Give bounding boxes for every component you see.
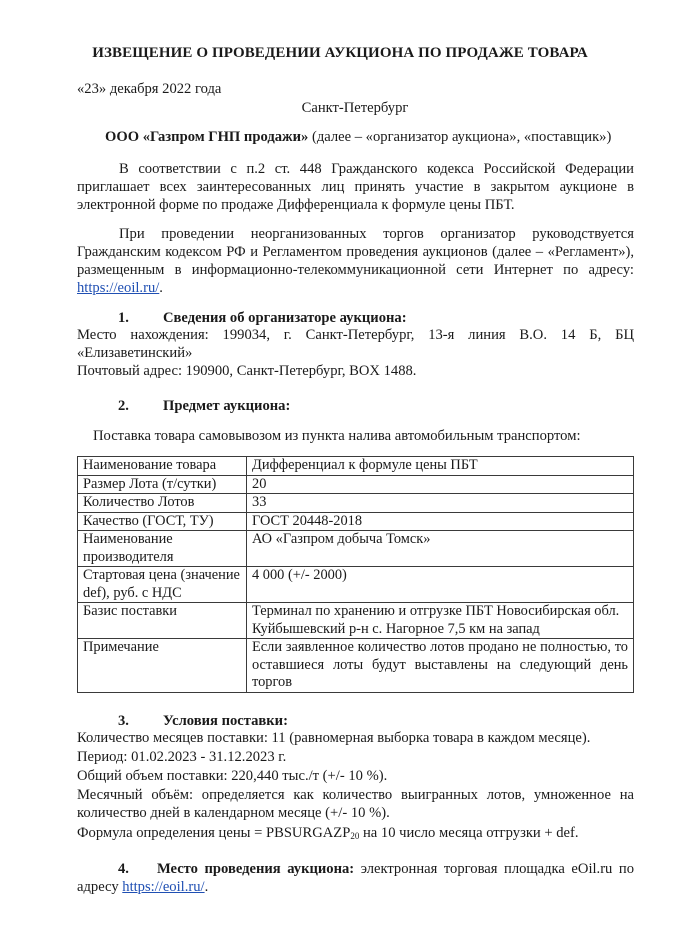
organizer-location: Место нахождения: 199034, г. Санкт-Петербург, 13-я линия В.О. 14 Б, БЦ «Елизаветинский» <box>77 327 634 361</box>
delivery-total-volume: Общий объем поставки: 220,440 тыс./т (+/- 10 %). <box>77 768 388 784</box>
table-key: Размер Лота (т/сутки) <box>78 475 247 494</box>
table-key: Качество (ГОСТ, ТУ) <box>78 512 247 531</box>
table-row <box>78 603 634 639</box>
table-row <box>78 531 634 567</box>
table-key: Наименование производителя <box>78 531 247 567</box>
delivery-monthly-volume: Месячный объём: определяется как количество выигранных лотов, умноженное на количество дней в календарном месяце (+/- 10 %). <box>77 787 634 821</box>
table-value: АО «Газпром добыча Томск» <box>247 531 634 567</box>
table-row <box>78 639 634 693</box>
delivery-period: Период: 01.02.2023 - 31.12.2023 г. <box>77 749 287 765</box>
eoil-link[interactable]: https://eoil.ru/ <box>77 280 160 296</box>
price-formula: Формула определения цены = $PBSURGAZP_{20}$ на 10 число месяца отгрузки + def. <box>77 825 579 841</box>
table-key: Наименование товара <box>78 457 247 476</box>
table-key: Примечание <box>78 639 247 693</box>
table-row <box>78 512 634 531</box>
table-key: Базис поставки <box>78 603 247 639</box>
section-4: 4. Место проведения аукциона: электронная торговая площадка eOil.ru по адресу https://eoil.ru/. <box>77 861 635 895</box>
table-value: Терминал по хранению и отгрузке ПБТ Новосибирская обл. Куйбышевский р-н с. Нагорное 7,5 км на запад <box>247 603 634 639</box>
section-title: Сведения об организаторе аукциона: <box>163 310 407 326</box>
section-4-text: электронная торговая площадка eOil.ru по адресу <box>77 861 635 895</box>
table-row <box>78 475 634 494</box>
section-number: 4. <box>118 861 129 877</box>
section-title: Условия поставки: <box>163 713 288 729</box>
lot-spec-table <box>77 456 634 693</box>
table-row <box>78 567 634 603</box>
section-number: 2. <box>118 398 129 414</box>
section-1-heading <box>118 309 407 327</box>
section-2-intro: Поставка товара самовывозом из пункта налива автомобильным транспортом: <box>93 428 581 444</box>
section-3-heading <box>118 712 288 730</box>
table-key: Количество Лотов <box>78 494 247 513</box>
table-value: 33 <box>247 494 634 513</box>
table-row <box>78 457 634 476</box>
section-number: 3. <box>118 713 129 729</box>
organizer-name: ООО «Газпром ГНП продажи» <box>105 129 309 145</box>
section-title: Место проведения аукциона: <box>156 861 355 877</box>
rules-text: При проведении неорганизованных торгов организатор руководствуется Гражданским кодексом РФ и Регламентом проведения аукционов (далее – «Регламент»), размещенным в информационно-телекоммуникационной сети Интернет по адресу: <box>77 226 634 278</box>
table-value: 20 <box>247 475 634 494</box>
intro-paragraph: В соответствии с п.2 ст. 448 Гражданского кодекса Российской Федерации приглашает всех заинтересованных лиц принять участие в закрытом аукционе в электронной форме по продаже Дифференциала к формуле цены ПБТ. <box>77 161 634 213</box>
eoil-link[interactable]: https://eoil.ru/ <box>122 879 205 895</box>
formula-subscript: 20 <box>350 831 360 841</box>
table-row <box>78 494 634 513</box>
document-city: Санкт-Петербург <box>301 100 409 116</box>
delivery-months: Количество месяцев поставки: 11 (равномерная выборка товара в каждом месяце). <box>77 730 591 746</box>
organizer-postal-address: Почтовый адрес: 190900, Санкт-Петербург, BOX 1488. <box>77 363 417 379</box>
organizer-suffix: (далее – «организатор аукциона», «поставщик») <box>308 129 612 145</box>
organizer-line <box>105 128 611 146</box>
document-title: ИЗВЕЩЕНИЕ О ПРОВЕДЕНИИ АУКЦИОНА ПО ПРОДАЖЕ ТОВАРА <box>92 45 588 61</box>
section-2-heading <box>118 397 290 415</box>
table-value: ГОСТ 20448-2018 <box>247 512 634 531</box>
document-date: «23» декабря 2022 года <box>77 81 222 97</box>
table-value: Если заявленное количество лотов продано не полностью, то оставшиеся лоты будут выставлены на следующий день торгов <box>247 639 634 693</box>
section-number: 1. <box>118 310 129 326</box>
rules-paragraph: При проведении неорганизованных торгов организатор руководствуется Гражданским кодексом РФ и Регламентом проведения аукционов (далее – «Регламент»), размещенным в информационно-телекоммуникационной сети Интернет по адресу: https://eoil.ru/. <box>77 226 634 296</box>
table-value: Дифференциал к формуле цены ПБТ <box>247 457 634 476</box>
table-value: 4 000 (+/- 2000) <box>247 567 634 603</box>
section-title: Предмет аукциона: <box>163 398 291 414</box>
table-key: Стартовая цена (значение def), руб. с НДС <box>78 567 247 603</box>
